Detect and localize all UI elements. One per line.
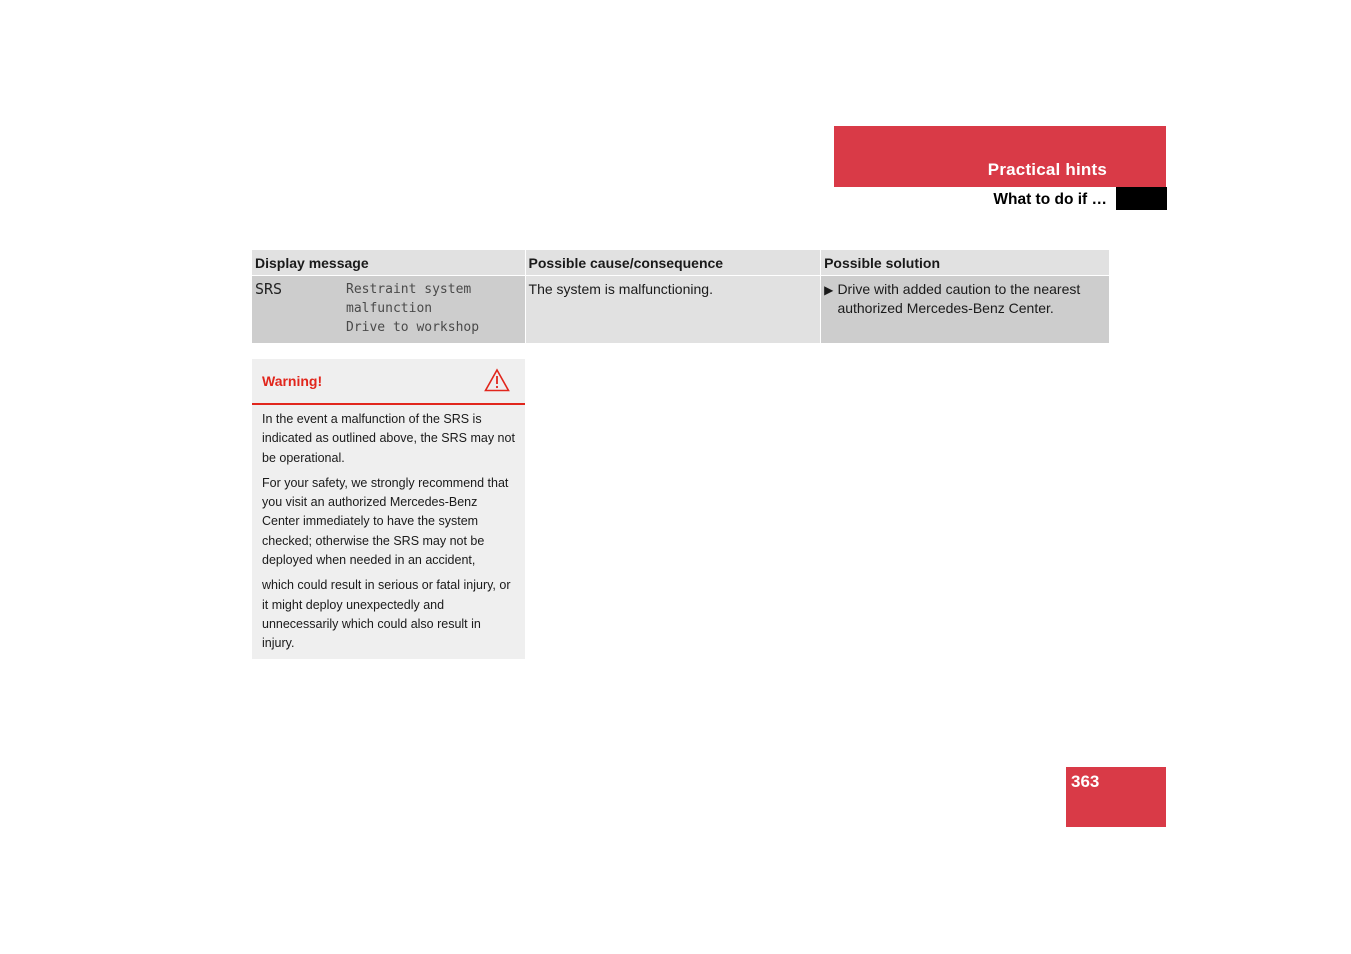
solution-cell [821,276,1109,344]
page-number: 363 [1071,772,1100,791]
section-tab-marker [1116,187,1167,210]
cause-cell: The system is malfunctioning. [525,276,821,344]
warning-paragraph: which could result in serious or fatal injury, or it might deploy unexpectedly and unnecessarily which could also result in injury. [262,578,511,651]
page-number-box [1066,767,1166,827]
header-display-message: Display message [252,250,525,276]
display-text [346,280,479,337]
table-header-row [252,250,1109,276]
section-title: Practical hints [987,160,1107,179]
warning-triangle-icon [484,368,510,392]
subsection-title: What to do if … [993,191,1107,208]
display-code: SRS [255,280,283,298]
warning-body [252,405,525,654]
warning-paragraph: In the event a malfunction of the SRS is indicated as outlined above, the SRS may not be operational. [262,412,515,465]
warning-title: Warning! [262,373,323,389]
display-line: malfunction [346,301,433,316]
warning-box [252,359,525,659]
header-possible-solution: Possible solution [821,250,1109,276]
solution-text: Drive with added caution to the nearest authorized Mercedes-Benz Center. [837,281,1081,316]
warning-header [252,359,525,405]
display-message-table [252,250,1109,343]
display-line: Drive to workshop [346,320,480,335]
header-possible-cause: Possible cause/consequence [525,250,821,276]
bullet-arrow-icon: ▶ [824,283,834,297]
table-row [252,276,1109,344]
display-line: Restraint system [346,282,472,297]
display-message-cell [252,276,525,344]
warning-paragraph: For your safety, we strongly recommend that you visit an authorized Mercedes-Benz Center immediately to have the system checked; otherwise the SRS may not be deployed when needed in an accident, [262,475,509,568]
